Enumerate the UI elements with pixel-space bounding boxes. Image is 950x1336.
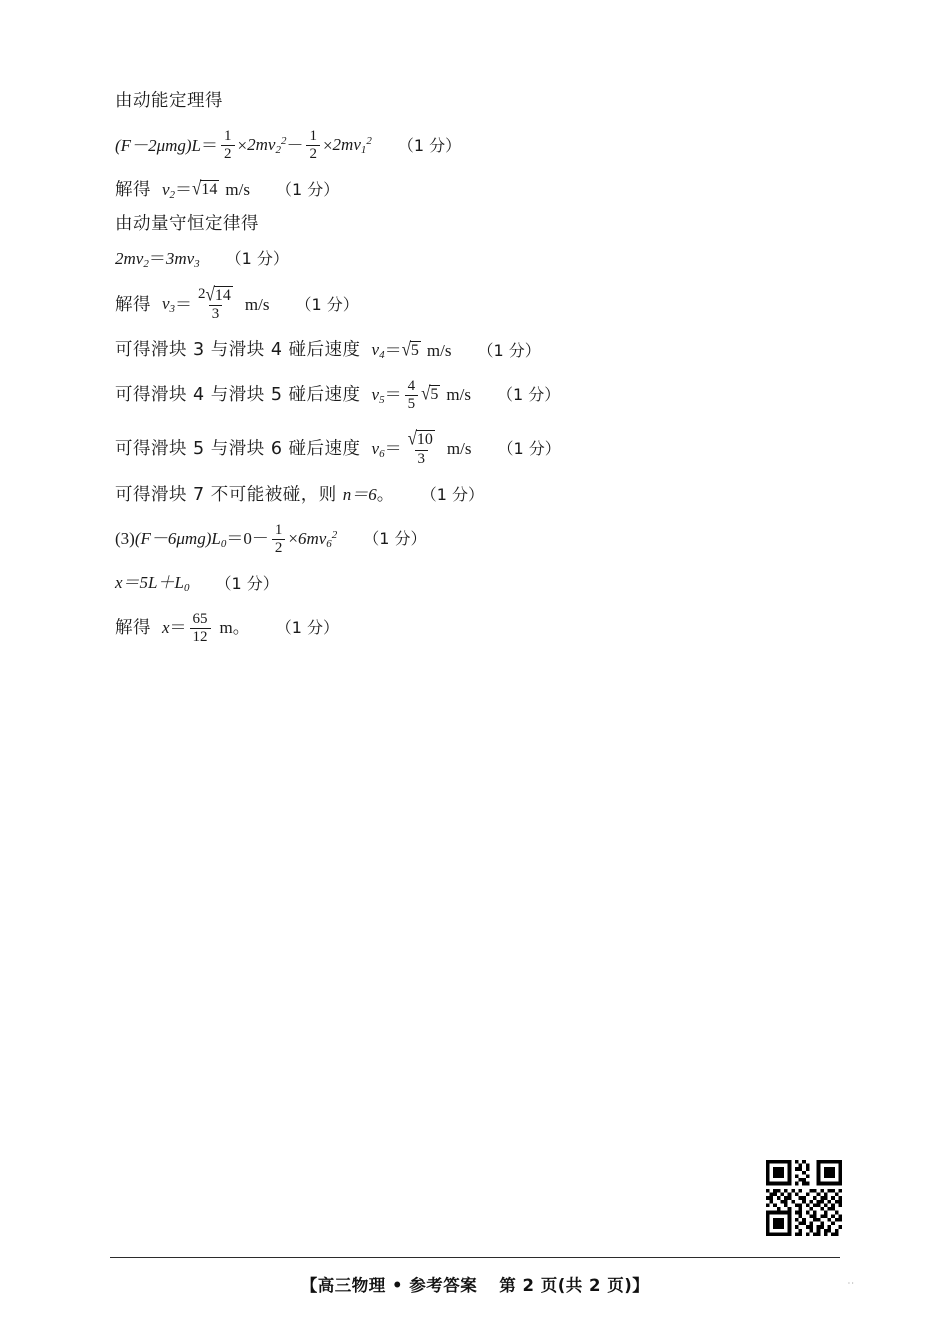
sqrt-10: √ 10 [407,427,433,450]
fraction-4-over-5: $\frac{4}{5}$ [405,378,419,413]
part-label-3: (3) [115,529,135,549]
unit-ms-4: m/s [446,385,471,405]
equation-x [115,570,835,597]
score-mark-11: （1 分） [275,618,340,638]
eq-minus: － [286,135,304,155]
eq3-term: $6mv_6^2$ [297,528,338,550]
fraction-one-half-c: $\frac{1}{2}$ [272,522,286,557]
equation-momentum [115,246,835,273]
fraction-sqrt10-over-3: √ 10 3 [407,427,433,467]
var-v3: $v_3$ [162,294,176,316]
equals-1: ＝ [175,180,193,200]
sqrt-5-b: √ 5 [421,382,439,405]
eq-term-a: $2mv_2^2$ [247,135,287,157]
eq-times-b: × [322,135,333,155]
line-solve-v2 [115,177,835,204]
eq-term-b: $2mv_1^2$ [332,135,372,157]
score-mark-5: （1 分） [477,340,541,360]
text-kinetic-energy-theorem: 由动能定理得 [115,91,223,111]
sqrt-5-a: √ 5 [401,338,419,361]
label-solve-2: 解得 [115,294,151,315]
eq-times-a: × [237,135,248,155]
equals-5: ＝ [384,385,402,405]
line-v6 [115,427,835,467]
score-mark-7: （1 分） [497,438,561,458]
answer-content [115,88,835,646]
score-mark-6: （1 分） [496,385,561,405]
footer-page-number: 第 2 页(共 2 页)】 [499,1276,650,1295]
fraction-one-half-a: $\frac{1}{2}$ [221,128,235,163]
eq-x-expression: $x=5L+L_0$ [115,573,190,595]
line-v4 [115,337,835,364]
score-mark-2: （1 分） [275,180,340,200]
score-mark-10: （1 分） [215,573,279,593]
equation-work-energy [115,128,835,163]
unit-ms-2: m/s [244,294,270,314]
label-block3-block4: 可得滑块 3 与滑块 4 碰后速度 [115,340,361,361]
equals-6: ＝ [384,439,402,459]
score-mark-8: （1 分） [420,484,485,504]
eq-lhs: (F－2μmg)L [115,135,202,155]
line-block7 [115,482,835,508]
score-mark-3: （1 分） [225,248,289,268]
qr-code-icon [766,1160,842,1236]
equals-8: ＝ [169,618,187,638]
var-x: x [162,618,170,638]
footer-subject-label: 【高三物理 • 参考答案 [300,1276,478,1295]
line-solve-x [115,611,835,646]
var-v2: $v_2$ [162,179,176,201]
line-kinetic-energy-theorem [115,88,835,114]
label-solve-3: 解得 [115,618,151,639]
var-v4: $v_4$ [371,340,385,362]
fraction-65-over-12: $\frac{65}{12}$ [190,611,211,646]
label-block7: 可得滑块 7 不可能被碰，则 [115,484,337,505]
corner-mark: ·· [847,1279,855,1288]
fraction-one-half-b: $\frac{1}{2}$ [306,128,320,163]
text-momentum-conservation: 由动量守恒定律得 [115,214,259,235]
var-n-equals-6: n＝6 [342,484,377,504]
equals-4: ＝ [384,340,402,360]
equals-2: ＝ [148,249,166,269]
page-footer [0,1272,950,1296]
sqrt-14: √ 14 [192,177,218,200]
label-block5-block6: 可得滑块 5 与滑块 6 碰后速度 [115,438,361,459]
label-block4-block5: 可得滑块 4 与滑块 5 碰后速度 [115,384,361,405]
line-v5 [115,378,835,413]
var-v6: $v_6$ [371,438,385,460]
var-v5: $v_5$ [371,384,385,406]
unit-ms-3: m/s [426,340,452,360]
qr-code-svg [766,1160,842,1236]
equation-part3 [115,522,835,557]
eq-momentum-rhs: $3mv_3$ [165,248,200,270]
period-1: 。 [376,484,395,505]
score-mark-1: （1 分） [397,135,462,155]
eq3-zero-minus: 0－ [243,529,269,549]
equals-3: ＝ [175,294,193,314]
footer-divider [110,1257,840,1258]
eq3-times: × [288,529,298,549]
eq-equals: ＝ [201,135,219,155]
equals-7: ＝ [226,529,244,549]
eq3-lhs: $(F-6\mu mg)L_0$ [134,528,227,550]
fraction-2sqrt14-over-3: 2 √ 14 3 [198,283,231,323]
label-solve-1: 解得 [115,179,151,200]
unit-m-1: m。 [219,618,250,638]
sqrt-14-b: 2 √ 14 [198,283,231,306]
eq-momentum-lhs: $2mv_2$ [115,248,149,270]
unit-ms-5: m/s [446,439,472,459]
score-mark-4: （1 分） [295,294,359,314]
line-solve-v3 [115,283,835,323]
line-momentum-conservation [115,211,835,237]
unit-ms-1: m/s [225,180,250,200]
score-mark-9: （1 分） [363,529,427,549]
